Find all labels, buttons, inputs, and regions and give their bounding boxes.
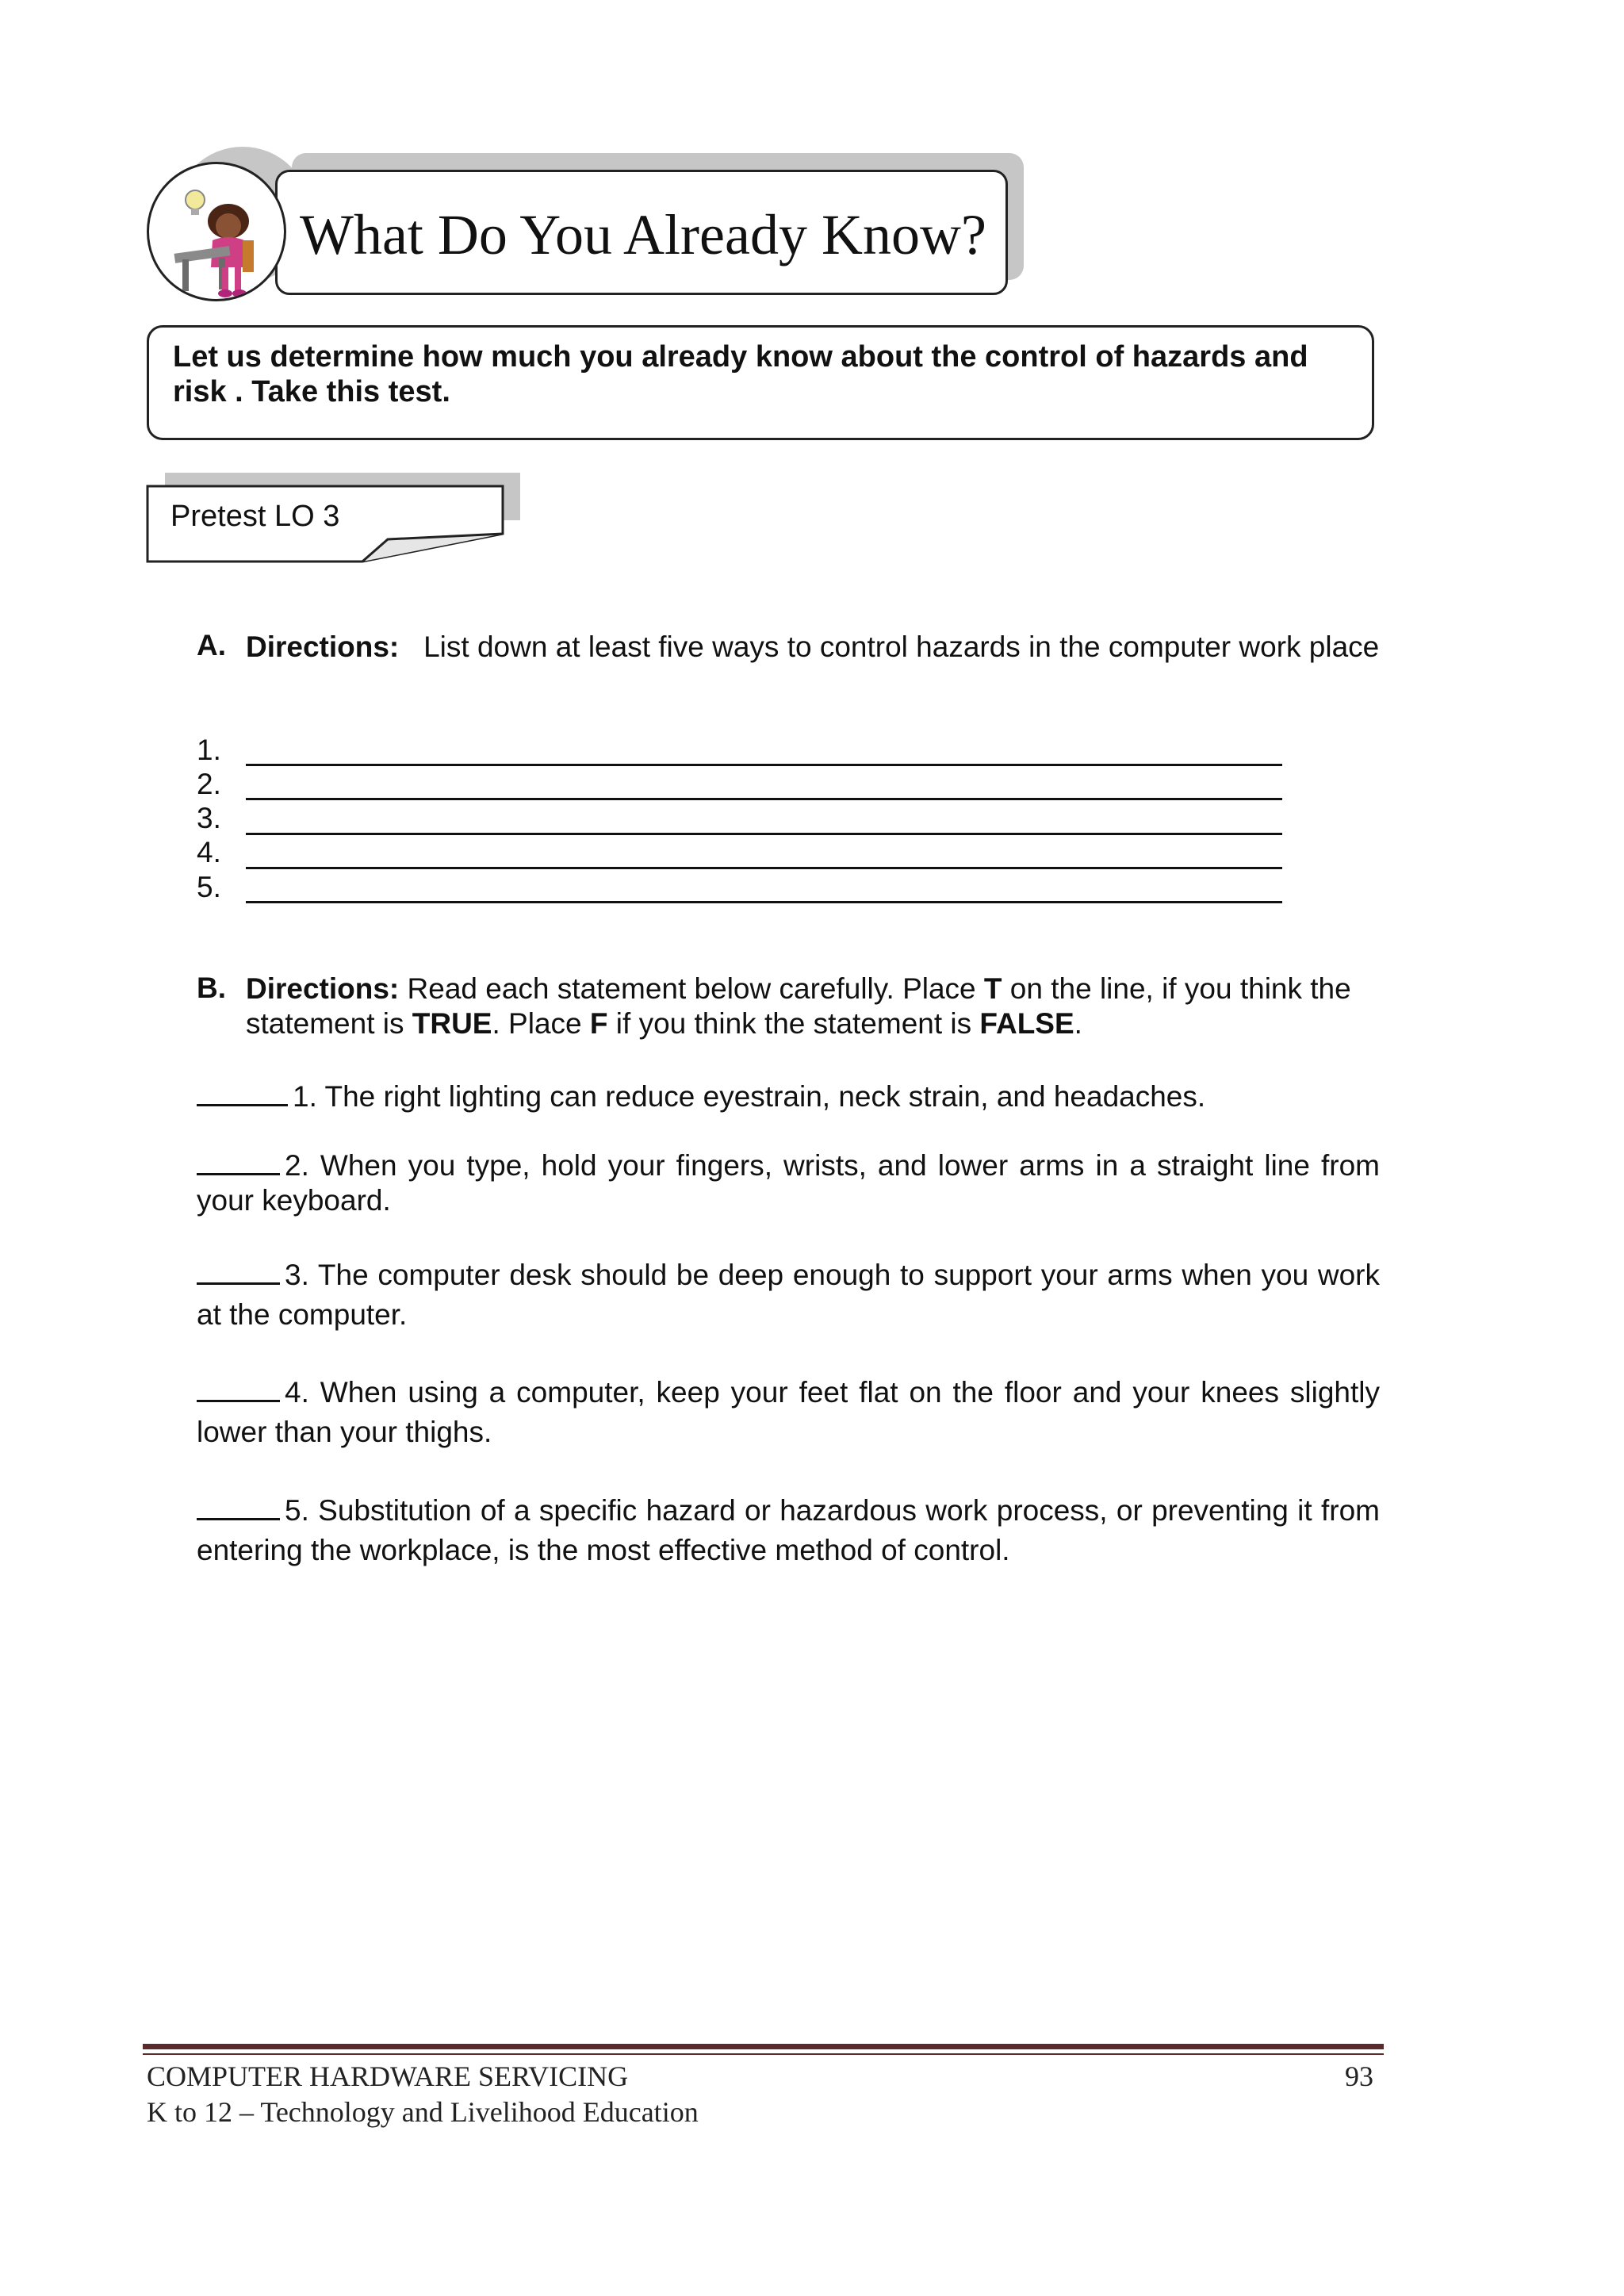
answer-line-3[interactable] — [246, 833, 1282, 835]
statement-item — [197, 1148, 1380, 1218]
section-b-directions-label: Directions: — [246, 972, 400, 1005]
section-b-letter: B. — [197, 972, 226, 1004]
intro-text: Let us determine how much you already know about the control of hazards and risk . Take this test. — [173, 340, 1308, 408]
statement-number: 1. — [293, 1080, 317, 1113]
statement-number: 4. — [285, 1376, 309, 1409]
student-at-desk-icon — [149, 164, 286, 301]
statement-item — [197, 1077, 1380, 1117]
statement-text: The computer desk should be deep enough to support your arms when you work at the computer. — [197, 1259, 1380, 1331]
footer-rule — [143, 2044, 1384, 2049]
answer-blank[interactable] — [197, 1518, 280, 1520]
answer-number: 5. — [197, 871, 221, 903]
statement-text: Substitution of a specific hazard or hazardous work process, or preventing it from entering the workplace, is the most effective method of control. — [197, 1494, 1380, 1566]
statement-text: When you type, hold your fingers, wrists, and lower arms in a straight line from your keyboard. — [197, 1149, 1381, 1217]
answer-number: 1. — [197, 734, 221, 766]
statement-item — [197, 1255, 1380, 1335]
answer-line-5[interactable] — [246, 901, 1282, 903]
statement-number: 2. — [285, 1149, 309, 1182]
directions-text: . Place — [492, 1007, 590, 1040]
directions-text: . — [1074, 1007, 1082, 1040]
mascot-icon — [147, 162, 286, 301]
true-word: TRUE — [412, 1007, 492, 1040]
statement-item — [197, 1373, 1380, 1452]
section-a-directions-label: Directions: — [246, 631, 400, 663]
statement-item — [197, 1491, 1380, 1570]
section-a-letter: A. — [197, 629, 226, 661]
answer-number: 3. — [197, 802, 221, 834]
statement-number: 3. — [285, 1259, 309, 1291]
statement-text: When using a computer, keep your feet flat on the floor and your knees slightly lower than your thighs. — [197, 1376, 1380, 1448]
answer-line-4[interactable] — [246, 867, 1282, 869]
answer-number: 4. — [197, 836, 221, 868]
section-b-directions — [246, 972, 1380, 1041]
section-a-directions-text: List down at least five ways to control hazards in the computer work place — [423, 631, 1380, 663]
answer-blank[interactable] — [197, 1104, 288, 1106]
answer-blank[interactable] — [197, 1173, 280, 1175]
footer-rule-thin — [143, 2053, 1384, 2055]
directions-text: on the line, if you think the statement is — [246, 972, 1351, 1040]
directions-text: if you think the statement is — [607, 1007, 980, 1040]
section-a-directions — [246, 629, 1380, 665]
footer-program: K to 12 – Technology and Livelihood Education — [147, 2096, 699, 2128]
answer-blank[interactable] — [197, 1282, 280, 1285]
false-word: FALSE — [979, 1007, 1074, 1040]
page-title: What Do You Already Know? — [300, 203, 986, 266]
footer-course: COMPUTER HARDWARE SERVICING — [147, 2060, 629, 2092]
true-letter: T — [983, 972, 1002, 1005]
answer-line-1[interactable] — [246, 764, 1282, 766]
pretest-label: Pretest LO 3 — [170, 500, 340, 533]
statement-number: 5. — [285, 1494, 309, 1527]
answer-line-2[interactable] — [246, 798, 1282, 800]
answer-number: 2. — [197, 768, 221, 800]
answer-blank[interactable] — [197, 1400, 280, 1402]
page-number: 93 — [1345, 2060, 1373, 2092]
directions-text: Read each statement below carefully. Place — [407, 972, 984, 1005]
statement-text: The right lighting can reduce eyestrain, neck strain, and headaches. — [324, 1080, 1206, 1113]
false-letter: F — [589, 1007, 608, 1040]
